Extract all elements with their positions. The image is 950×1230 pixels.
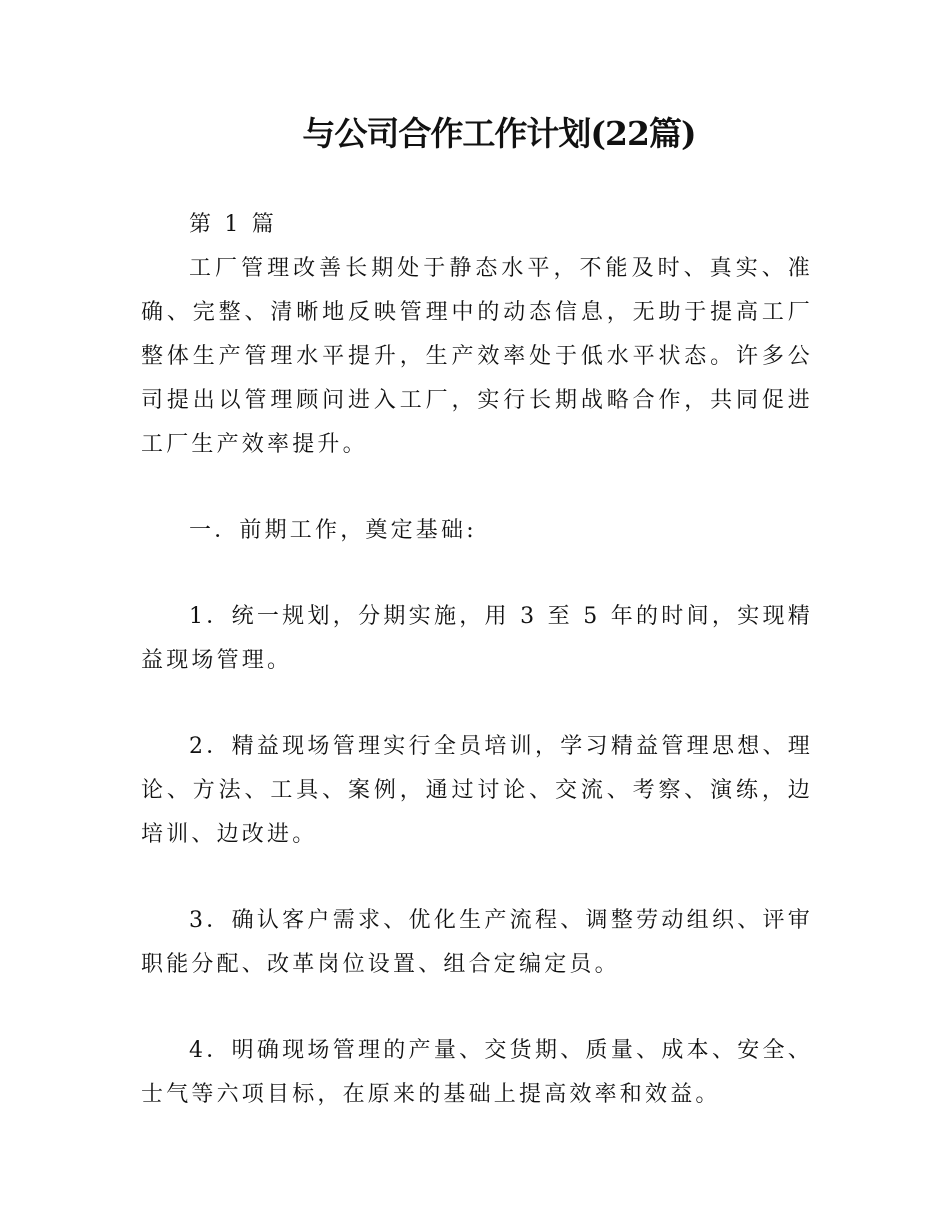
intro-paragraph: 工厂管理改善长期处于静态水平，不能及时、真实、准确、完整、清晰地反映管理中的动态信息，无助于提高工厂整体生产管理水平提升，生产效率处于低水平状态。许多公司提出以管理顾问进入工厂，实行长期战略合作，共同促进工厂生产效率提升。	[141, 256, 813, 457]
list-item: 1．统一规划，分期实施，用 3 至 5 年的时间，实现精益现场管理。	[141, 604, 813, 673]
section-label: 第 1 篇	[189, 212, 277, 237]
list-item: 3．确认客户需求、优化生产流程、调整劳动组织、评审职能分配、改革岗位设置、组合定编定员。	[141, 908, 813, 977]
document-title: 与公司合作工作计划(22篇)	[302, 114, 696, 153]
section-heading: 一．前期工作，奠定基础:	[189, 518, 477, 543]
document-body	[141, 203, 813, 1117]
list-item: 4．明确现场管理的产量、交货期、质量、成本、安全、士气等六项目标，在原来的基础上提高效率和效益。	[141, 1038, 813, 1107]
list-item: 2．精益现场管理实行全员培训，学习精益管理思想、理论、方法、工具、案例，通过讨论、交流、考察、演练，边培训、边改进。	[141, 734, 813, 847]
